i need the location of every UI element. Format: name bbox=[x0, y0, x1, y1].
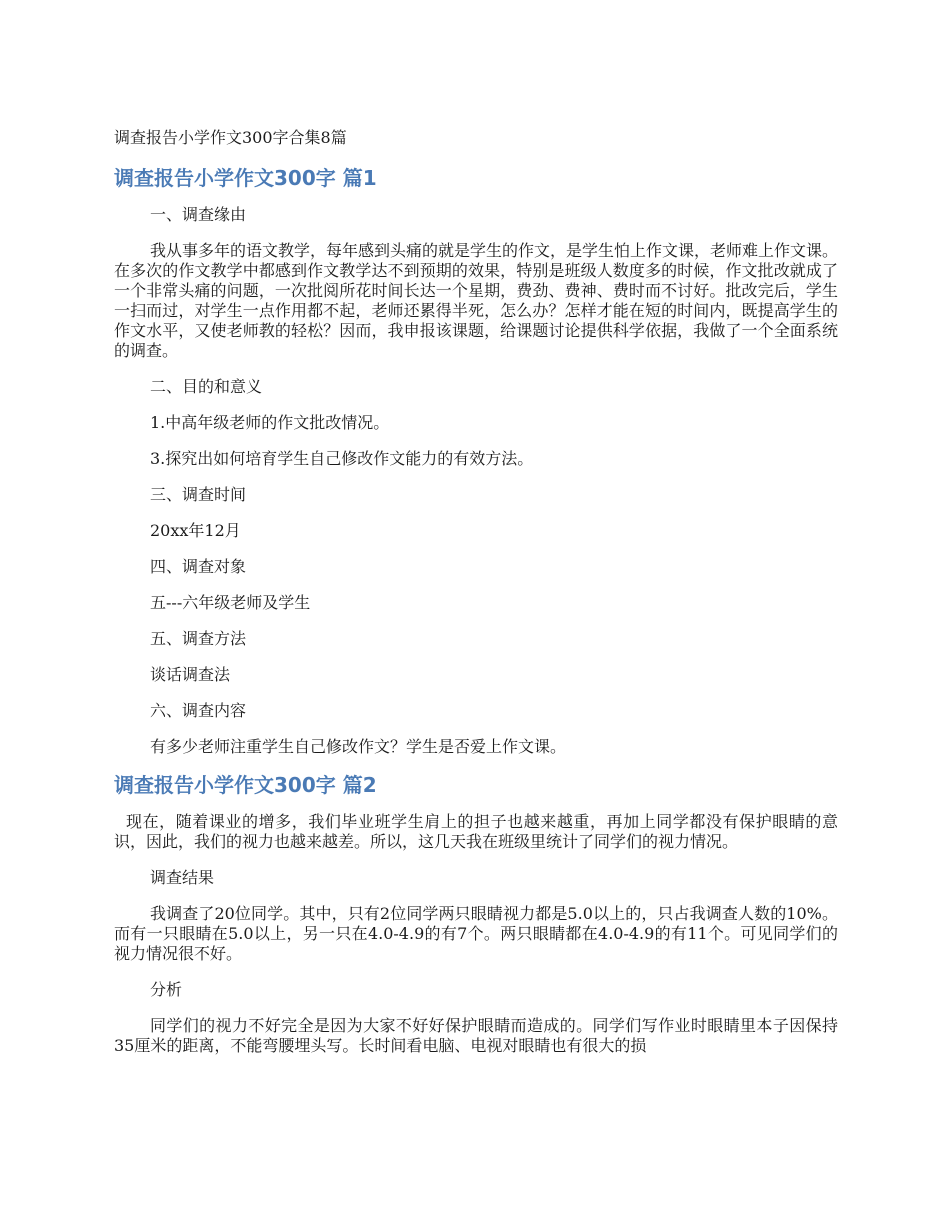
paragraph: 有多少老师注重学生自己修改作文？学生是否爱上作文课。 bbox=[150, 737, 567, 756]
paragraph: 20xx年12月 bbox=[150, 521, 241, 540]
paragraph: 现在，随着课业的增多，我们毕业班学生肩上的担子也越来越重，再加上同学都没有保护眼睛的意识，因此，我们的视力也越来越差。所以，这几天我在班级里统计了同学们的视力情况。 bbox=[114, 812, 838, 851]
paragraph: 五---六年级老师及学生 bbox=[150, 593, 311, 612]
document-title: 调查报告小学作文300字合集8篇 bbox=[114, 128, 347, 147]
paragraph: 谈话调查法 bbox=[150, 665, 231, 684]
paragraph: 一、调查缘由 bbox=[150, 205, 247, 224]
section-2 bbox=[114, 773, 838, 1056]
paragraph: 四、调查对象 bbox=[150, 557, 247, 576]
paragraph: 六、调查内容 bbox=[150, 701, 247, 720]
paragraph: 我从事多年的语文教学，每年感到头痛的就是学生的作文，是学生怕上作文课，老师难上作文课。在多次的作文教学中都感到作文教学达不到预期的效果，特别是班级人数度多的时候，作文批改就成了一个非常头痛的问题，一次批阅所花时间长达一个星期，费劲、费神、费时而不讨好。批改完后，学生一扫而过，对学生一点作用都不起，老师还累得半死，怎么办？怎样才能在短的时间内，既提高学生的作文水平，又使老师教的轻松？因而，我申报该课题，给课题讨论提供科学依据，我做了一个全面系统的调查。 bbox=[114, 241, 839, 360]
paragraph: 同学们的视力不好完全是因为大家不好好保护眼睛而造成的。同学们写作业时眼睛里本子因保持35厘米的距离，不能弯腰埋头写。长时间看电脑、电视对眼睛也有很大的损 bbox=[114, 1016, 838, 1055]
paragraph: 分析 bbox=[150, 980, 183, 999]
paragraph: 1.中高年级老师的作文批改情况。 bbox=[150, 413, 390, 432]
section-1 bbox=[114, 166, 838, 757]
section-heading: 调查报告小学作文300字 篇1 bbox=[114, 166, 377, 190]
paragraph: 我调查了20位同学。其中，只有2位同学两只眼睛视力都是5.0以上的，只占我调查人数的10%。而有一只眼睛在5.0以上，另一只在4.0-4.9的有7个。两只眼睛都在4.0-4.9的有11个。可见同学们的视力情况很不好。 bbox=[114, 904, 838, 963]
paragraph: 五、调查方法 bbox=[150, 629, 247, 648]
paragraph: 调查结果 bbox=[150, 868, 215, 887]
paragraph: 三、调查时间 bbox=[150, 485, 247, 504]
paragraph: 3.探究出如何培育学生自己修改作文能力的有效方法。 bbox=[150, 449, 534, 468]
section-heading: 调查报告小学作文300字 篇2 bbox=[114, 773, 377, 797]
paragraph: 二、目的和意义 bbox=[150, 377, 263, 396]
